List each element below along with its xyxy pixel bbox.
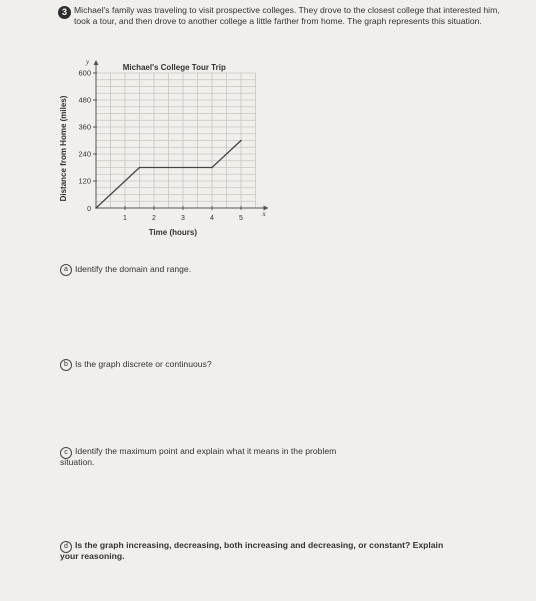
problem-number-badge: 3 <box>58 6 71 19</box>
x-tick-label: 1 <box>123 215 127 222</box>
y-tick-label: 360 <box>78 122 91 132</box>
trip-point <box>139 167 141 169</box>
question-b-badge: b <box>60 359 72 371</box>
question-c-text: Identify the maximum point and explain what it means in the problem situation. <box>60 446 337 467</box>
question-a-badge: a <box>60 264 72 276</box>
origin-label: 0 <box>87 206 91 213</box>
trip-point <box>240 140 242 142</box>
y-tick-label: 240 <box>78 149 91 159</box>
y-tick-label: 600 <box>78 68 91 78</box>
question-c-badge: c <box>60 447 72 459</box>
chart-title: Michael's College Tour Trip <box>122 63 226 72</box>
y-axis-label: Distance from Home (miles) <box>59 95 68 202</box>
question-d-text: Is the graph increasing, decreasing, both increasing and decreasing, or constant? Explain your reasoning. <box>60 540 444 561</box>
problem-statement: Michael's family was traveling to visit prospective colleges. They drove to the closest college that interested him, took a tour, and then drove to another college a little farther from home. The graph represents this situation. <box>74 5 500 26</box>
chart-grid <box>96 73 256 208</box>
y-axis-letter: y <box>86 58 90 66</box>
x-tick-label: 4 <box>210 215 214 222</box>
x-axis-letter: x <box>262 210 266 218</box>
y-tick-label: 480 <box>78 95 91 105</box>
y-axis-arrow <box>94 60 99 65</box>
x-tick-label: 2 <box>152 215 156 222</box>
x-tick-label: 3 <box>181 215 185 222</box>
y-tick-label: 120 <box>78 176 91 186</box>
question-b-text: Is the graph discrete or continuous? <box>75 359 212 369</box>
trip-point <box>95 207 97 209</box>
question-a-text: Identify the domain and range. <box>75 264 192 274</box>
x-tick-label: 5 <box>239 215 243 222</box>
question-d-badge: d <box>60 541 72 553</box>
trip-point <box>211 167 213 169</box>
x-axis-label: Time (hours) <box>148 228 198 237</box>
